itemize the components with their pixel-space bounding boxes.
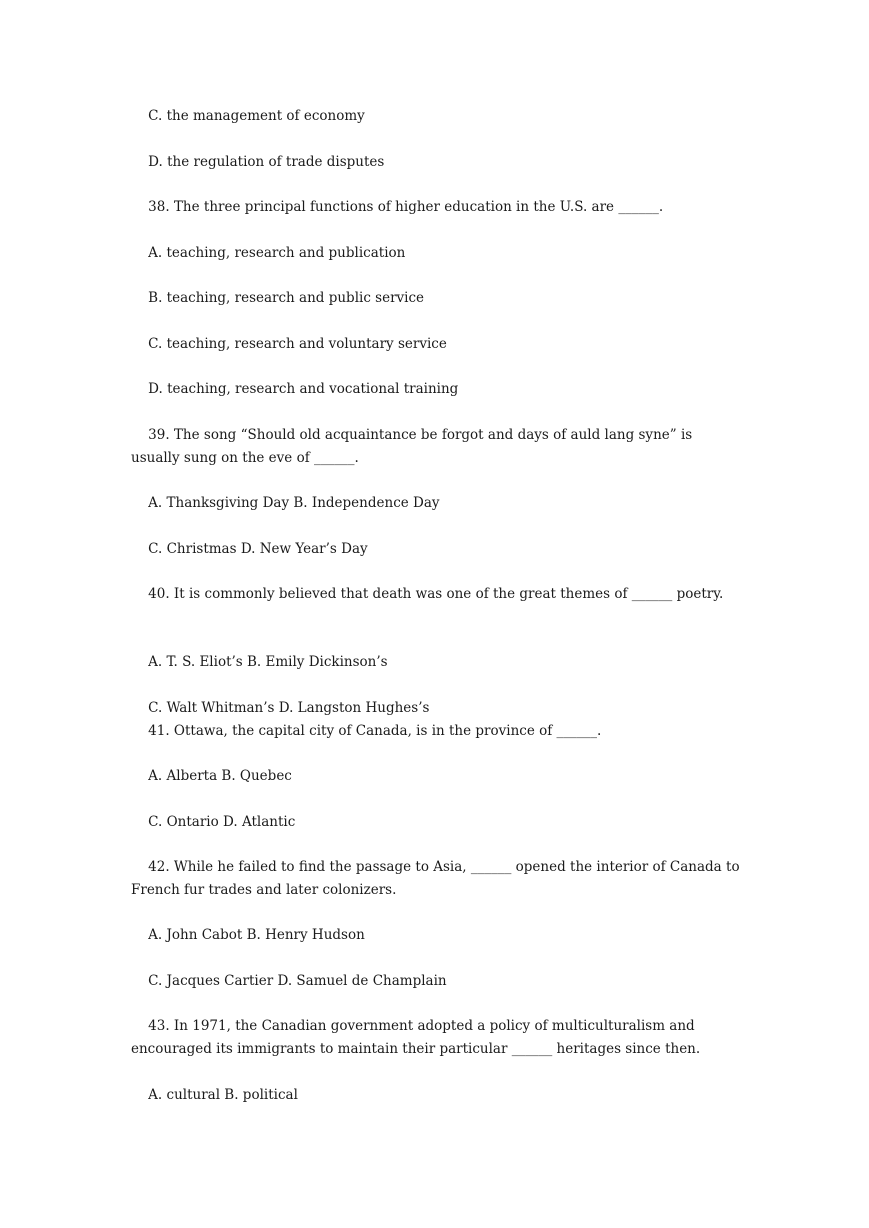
option-38b: B. teaching, research and public service <box>131 290 425 306</box>
options-41ab: A. Alberta B. Quebec <box>131 768 292 784</box>
options-40cd: C. Walt Whitman’s D. Langston Hughes’s <box>131 700 430 716</box>
option-38d: D. teaching, research and vocational training <box>131 381 459 397</box>
option-38c: C. teaching, research and voluntary service <box>131 336 447 352</box>
option-37c: C. the management of economy <box>131 108 365 124</box>
options-41cd: C. Ontario D. Atlantic <box>131 814 296 830</box>
option-38a: A. teaching, research and publication <box>131 245 406 261</box>
options-42cd: C. Jacques Cartier D. Samuel de Champlain <box>131 973 447 989</box>
options-39cd: C. Christmas D. New Year’s Day <box>131 541 368 557</box>
question-40: 40. It is commonly believed that death was one of the great themes of ______ poetry. <box>131 586 724 602</box>
options-43ab: A. cultural B. political <box>131 1087 298 1103</box>
question-41: 41. Ottawa, the capital city of Canada, is in the province of ______. <box>131 723 602 739</box>
question-38: 38. The three principal functions of higher education in the U.S. are ______. <box>131 199 664 215</box>
question-42: 42. While he failed to find the passage to Asia, ______ opened the interior of Canada to French fur trades and later colonizers. <box>131 859 744 898</box>
options-40ab: A. T. S. Eliot’s B. Emily Dickinson’s <box>131 654 388 670</box>
question-39: 39. The song “Should old acquaintance be forgot and days of auld lang syne” is usually sung on the eve of ______. <box>131 427 697 466</box>
options-42ab: A. John Cabot B. Henry Hudson <box>131 927 365 943</box>
options-39ab: A. Thanksgiving Day B. Independence Day <box>131 495 440 511</box>
question-43: 43. In 1971, the Canadian government adopted a policy of multiculturalism and encouraged its immigrants to maintain their particular ______ heritages since then. <box>131 1018 701 1057</box>
option-37d: D. the regulation of trade disputes <box>131 154 385 170</box>
